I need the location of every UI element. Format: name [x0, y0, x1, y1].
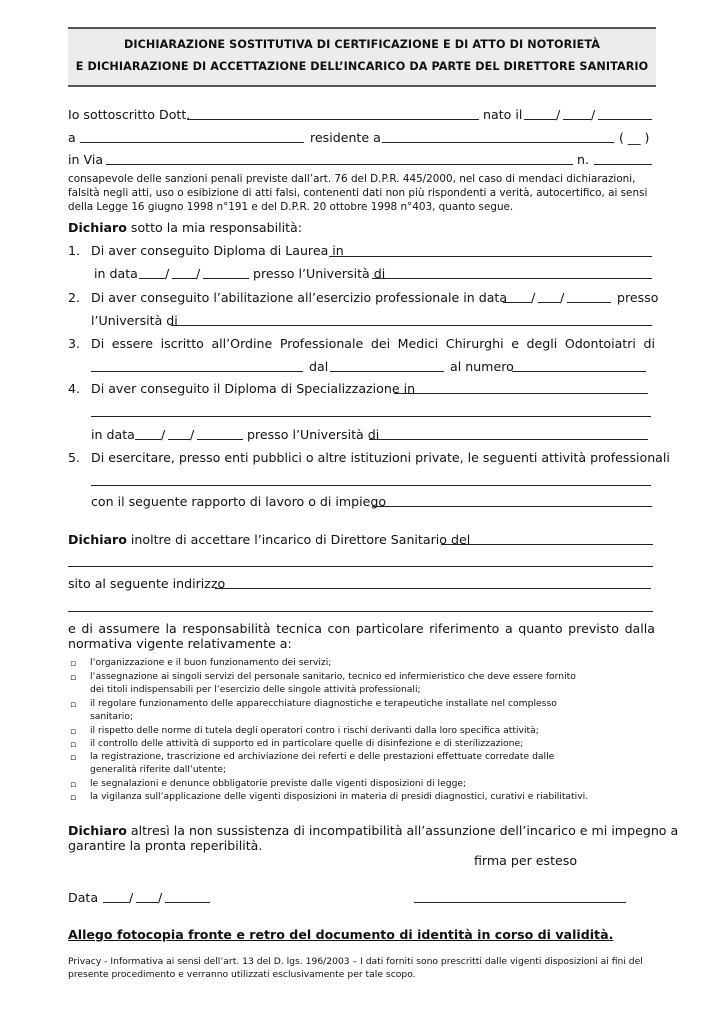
field-abilitazione-giorno[interactable]: [503, 302, 531, 303]
field-via[interactable]: [106, 164, 573, 165]
bullet-icon: ▫: [70, 793, 77, 803]
item1-data-label: in data: [94, 266, 138, 281]
date-separator: /: [129, 890, 134, 905]
bullet-text: il rispetto delle norme di tutela degli operatori contro i rischi derivanti dalla loro specifica attività;: [90, 725, 539, 736]
bullet-text: il regolare funzionamento delle apparecchiature diagnostiche e terapeutiche installate nel complesso: [90, 698, 557, 709]
bullet-icon: ▫: [70, 700, 77, 710]
dichiaro-bold: Dichiaro: [68, 823, 127, 838]
label-nato-il: nato il: [483, 107, 523, 122]
dichiaro-incarico: [68, 532, 470, 548]
firma-label: firma per esteso: [474, 853, 578, 868]
date-separator: /: [196, 266, 201, 281]
field-data-anno[interactable]: [165, 902, 210, 903]
field-ordine-numero[interactable]: [512, 371, 646, 372]
dichiaro-incarico-rest: inoltre di accettare l’incarico di Direttore Sanitario del: [126, 532, 471, 547]
field-laurea-anno[interactable]: [203, 278, 249, 279]
item1-universita-label: presso l’Università di: [253, 266, 386, 281]
item2-text: Di aver conseguito l’abilitazione all’esercizio professionale in data: [91, 290, 508, 305]
field-luogo-nascita[interactable]: [80, 142, 304, 143]
field-attivita[interactable]: [91, 485, 651, 486]
item5-text: Di esercitare, presso enti pubblici o altre istituzioni private, le seguenti attività professionali: [91, 450, 670, 465]
label-residente: residente a: [310, 130, 381, 145]
label-via: in Via: [68, 152, 104, 167]
field-struttura[interactable]: [441, 544, 653, 545]
bullet-text: dei titoli indispensabili per l’esercizio delle singole attività professionali;: [90, 684, 421, 695]
bullet-icon: ▫: [70, 740, 77, 750]
field-data-mese[interactable]: [136, 902, 158, 903]
bullet-text: la vigilanza sull’applicazione delle vigenti disposizioni in materia di presidi diagnostici, curativi e riabilitativi.: [90, 791, 589, 802]
dichiaro-rest: sotto la mia responsabilità:: [126, 220, 303, 235]
field-ordine-dal[interactable]: [330, 371, 444, 372]
date-separator: /: [158, 890, 163, 905]
field-provincia[interactable]: ( __ ): [619, 130, 650, 145]
allego-notice: Allego fotocopia fronte e retro del documento di identità in corso di validità.: [68, 927, 614, 942]
field-struttura-cont[interactable]: [68, 566, 653, 567]
date-separator: /: [591, 107, 596, 122]
field-firma[interactable]: [414, 902, 626, 903]
field-abilitazione-universita[interactable]: [171, 325, 652, 326]
assumere-line1: e di assumere la responsabilità tecnica con particolare riferimento a quanto previsto dalla: [68, 621, 655, 636]
bullet-text: il controllo delle attività di supporto ed in particolare quelle di disinfezione e di sterilizzazione;: [90, 738, 524, 749]
bullet-icon: ▫: [70, 727, 77, 737]
bullet-text: le segnalazioni e denunce obbligatorie previste dalle vigenti disposizioni di legge;: [90, 778, 467, 789]
field-spec-universita[interactable]: [369, 439, 648, 440]
dichiaro-bold: Dichiaro: [68, 532, 127, 547]
field-spec-giorno[interactable]: [135, 439, 161, 440]
item4-data-label: in data: [91, 427, 135, 442]
label-a: a: [68, 130, 76, 145]
item4-text: Di aver conseguito il Diploma di Specializzazione in: [91, 381, 416, 396]
item2-presso: presso: [617, 290, 659, 305]
field-spec-anno[interactable]: [197, 439, 243, 440]
item5-rapporto-label: con il seguente rapporto di lavoro o di impiego: [91, 494, 387, 509]
consapevole-line3: della Legge 16 giugno 1998 n°191 e del D.P.R. 20 ottobre 1998 n°403, quanto segue.: [68, 201, 514, 213]
date-separator: /: [560, 290, 565, 305]
field-abilitazione-anno[interactable]: [567, 302, 611, 303]
bullet-text: la registrazione, trascrizione ed archiviazione dei referti e delle prestazioni effettuate corredate dalle: [90, 751, 555, 762]
field-nome[interactable]: [187, 119, 479, 120]
label-numero: n.: [577, 152, 589, 167]
bullet-text: l’organizzazione e il buon funzionamento dei servizi;: [90, 657, 332, 668]
field-civico[interactable]: [594, 164, 652, 165]
dichiaro-heading: [68, 220, 302, 236]
header-title-line2: E DICHIARAZIONE DI ACCETTAZIONE DELL’INCARICO DA PARTE DEL DIRETTORE SANITARIO: [75, 60, 649, 73]
date-separator: /: [556, 107, 561, 122]
bullet-icon: ▫: [70, 659, 77, 669]
item-number: 1.: [68, 243, 81, 258]
label-sito: sito al seguente indirizzo: [68, 576, 226, 591]
field-ordine-provincia[interactable]: [91, 371, 303, 372]
item-number: 4.: [68, 381, 81, 396]
date-separator: /: [161, 427, 166, 442]
label-sottoscritto: Io sottoscritto Dott.: [68, 107, 191, 122]
header-title-line1: DICHIARAZIONE SOSTITUTIVA DI CERTIFICAZIONE E DI ATTO DI NOTORIETÀ: [123, 38, 601, 51]
assumere-line2: normativa vigente relativamente a:: [68, 636, 292, 651]
field-data-giorno[interactable]: [103, 902, 129, 903]
dichiaro-incompatibilita: [68, 823, 678, 839]
field-spec-mese[interactable]: [168, 439, 190, 440]
item3-dal: dal: [309, 359, 329, 374]
field-specializzazione-cont[interactable]: [91, 416, 651, 417]
field-laurea[interactable]: [329, 256, 652, 257]
date-separator: /: [190, 427, 195, 442]
item3-numero: al numero: [450, 359, 514, 374]
dichiaro-incompatibilita-line2: garantire la pronta reperibilità.: [68, 838, 263, 853]
dichiaro-incompatibilita-rest: altresì la non sussistenza di incompatibilità all’assunzione dell’incarico e mi impegno a: [126, 823, 679, 838]
privacy-line2: presente procedimento e verranno utilizzati esclusivamente per tale scopo.: [68, 969, 416, 980]
item-number: 5.: [68, 450, 81, 465]
field-rapporto-lavoro[interactable]: [372, 506, 652, 507]
bullet-icon: ▫: [70, 753, 77, 763]
bullet-text: l’assegnazione ai singoli servizi del personale sanitario, tecnico ed infermieristico che deve essere fornito: [90, 671, 576, 682]
consapevole-line2: falsità negli atti, uso o esibizione di atti falsi, contenenti dati non più rispondenti a verità, autocertifico, ai sensi: [68, 187, 648, 199]
dichiaro-bold: Dichiaro: [68, 220, 127, 235]
field-nascita-giorno[interactable]: [524, 119, 556, 120]
consapevole-line1: consapevole delle sanzioni penali previste dall’art. 76 del D.P.R. 445/2000, nel caso di mendaci dichiarazioni,: [68, 173, 636, 185]
field-abilitazione-mese[interactable]: [538, 302, 560, 303]
date-separator: /: [531, 290, 536, 305]
item-number: 2.: [68, 290, 81, 305]
bullet-text: sanitario;: [90, 711, 134, 722]
field-laurea-universita[interactable]: [372, 278, 652, 279]
field-nascita-anno[interactable]: [598, 119, 652, 120]
item3-text: Di essere iscritto all’Ordine Professionale dei Medici Chirurghi e degli Odontoiatri di: [91, 336, 655, 351]
item1-text: Di aver conseguito Diploma di Laurea in: [91, 243, 344, 258]
field-laurea-mese[interactable]: [172, 278, 196, 279]
item2-universita-label: l’Università di: [91, 313, 178, 328]
item4-universita-label: presso l’Università di: [247, 427, 380, 442]
field-nascita-mese[interactable]: [563, 119, 591, 120]
field-indirizzo-cont[interactable]: [68, 611, 653, 612]
bullet-icon: ▫: [70, 780, 77, 790]
bullet-icon: ▫: [70, 673, 77, 683]
field-residenza[interactable]: [382, 142, 614, 143]
document-header: [68, 27, 656, 87]
field-laurea-giorno[interactable]: [139, 278, 165, 279]
privacy-line1: Privacy - Informativa ai sensi dell’art. 13 del D. lgs. 196/2003 – I dati forniti sono prescritti dalle vigenti disposizioni ai fini del: [68, 956, 643, 967]
data-label: Data: [68, 890, 99, 905]
date-separator: /: [165, 266, 170, 281]
item-number: 3.: [68, 336, 81, 351]
field-indirizzo[interactable]: [215, 588, 651, 589]
bullet-text: generalità riferite dall’utente;: [90, 764, 227, 775]
field-specializzazione[interactable]: [394, 393, 648, 394]
